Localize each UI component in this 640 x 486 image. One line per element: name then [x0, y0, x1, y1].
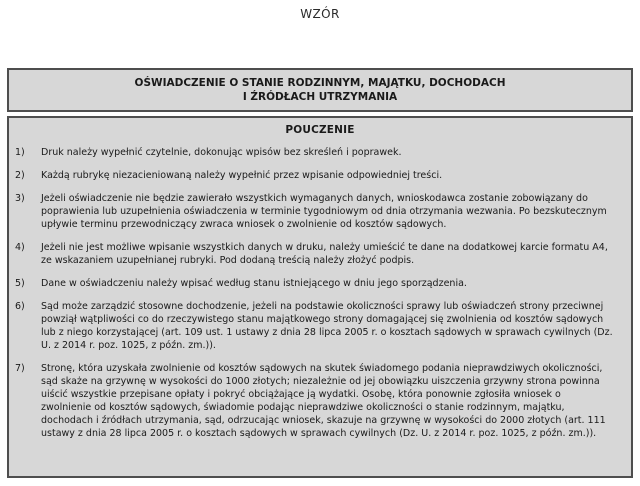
document-title-line2: I ŹRÓDŁACH UTRZYMANIA — [242, 91, 398, 103]
instruction-number: 6) — [15, 301, 25, 312]
pouczenie-heading: POUCZENIE — [285, 124, 355, 136]
instruction-number: 4) — [15, 242, 25, 253]
instruction-number: 3) — [15, 193, 25, 204]
instruction-text: Każdą rubrykę niezacieniowaną należy wypełnić przez wpisanie odpowiedniej treści. — [41, 170, 443, 181]
document-title-line1: OŚWIADCZENIE O STANIE RODZINNYM, MAJĄTKU, DOCHODACH — [134, 77, 506, 89]
instruction-item-4 — [15, 241, 613, 267]
instruction-text: Dane w oświadczeniu należy wpisać według stanu istniejącego w dniu jego sporządzenia. — [41, 278, 467, 289]
instruction-text: Jeżeli oświadczenie nie będzie zawierało wszystkich wymaganych danych, wnioskodawca zostanie zobowiązany do poprawienia lub uzupełnienia oświadczenia w terminie tygodniowym od dnia otrzymania wezwania. Po bezskutecznym upływie terminu przewodniczący zwraca wniosek o zwolnienie od kosztów sądowych. — [41, 193, 607, 230]
instruction-item-1 — [15, 146, 613, 159]
document-title-box — [7, 68, 633, 112]
specimen-label: WZÓR — [300, 7, 340, 21]
instruction-text: Druk należy wypełnić czytelnie, dokonując wpisów bez skreśleń i poprawek. — [41, 147, 402, 158]
instruction-item-3 — [15, 192, 613, 231]
instruction-item-5 — [15, 277, 613, 290]
instruction-number: 2) — [15, 170, 25, 181]
instruction-number: 1) — [15, 147, 25, 158]
pouczenie-box — [7, 116, 633, 478]
instruction-item-2 — [15, 169, 613, 182]
instruction-item-6 — [15, 300, 613, 352]
instruction-number: 5) — [15, 278, 25, 289]
instruction-text: Stronę, która uzyskała zwolnienie od kosztów sądowych na skutek świadomego podania nieprawdziwych okoliczności, sąd skaże na grzywnę w wysokości do 1000 złotych; niezależnie od jej obowiązku uiszczenia grzywny strona powinna uiścić wszystkie przepisane opłaty i pokryć obciążające ją wydatki. Osobę, która ponownie zgłosiła wniosek o zwolnienie od kosztów sądowych, świadomie podając nieprawdziwe okoliczności o stanie rodzinnym, majątku, dochodach i źródłach utrzymania, sąd, odrzucając wniosek, skazuje na grzywnę w wysokości do 2000 złotych (art. 111 ustawy z dnia 28 lipca 2005 r. o kosztach sądowych w sprawach cywilnych (Dz. U. z 2014 r. poz. 1025, z późn. zm.)). — [41, 363, 606, 439]
instruction-text: Jeżeli nie jest możliwe wpisanie wszystkich danych w druku, należy umieścić te dane na dodatkowej karcie formatu A4, ze wskazaniem uzupełnianej rubryki. Pod dodaną treścią należy złożyć podpis. — [41, 242, 608, 266]
instruction-number: 7) — [15, 363, 25, 374]
instruction-text: Sąd może zarządzić stosowne dochodzenie, jeżeli na podstawie okoliczności sprawy lub oświadczeń strony przeciwnej powziął wątpliwości co do rzeczywistego stanu majątkowego strony domagającej się zwolnienia od kosztów sądowych lub z niego korzystającej (art. 109 ust. 1 ustawy z dnia 28 lipca 2005 r. o kosztach sądowych w sprawach cywilnych (Dz. U. z 2014 r. poz. 1025, z późn. zm.)). — [41, 301, 613, 351]
instruction-item-7 — [15, 362, 613, 440]
